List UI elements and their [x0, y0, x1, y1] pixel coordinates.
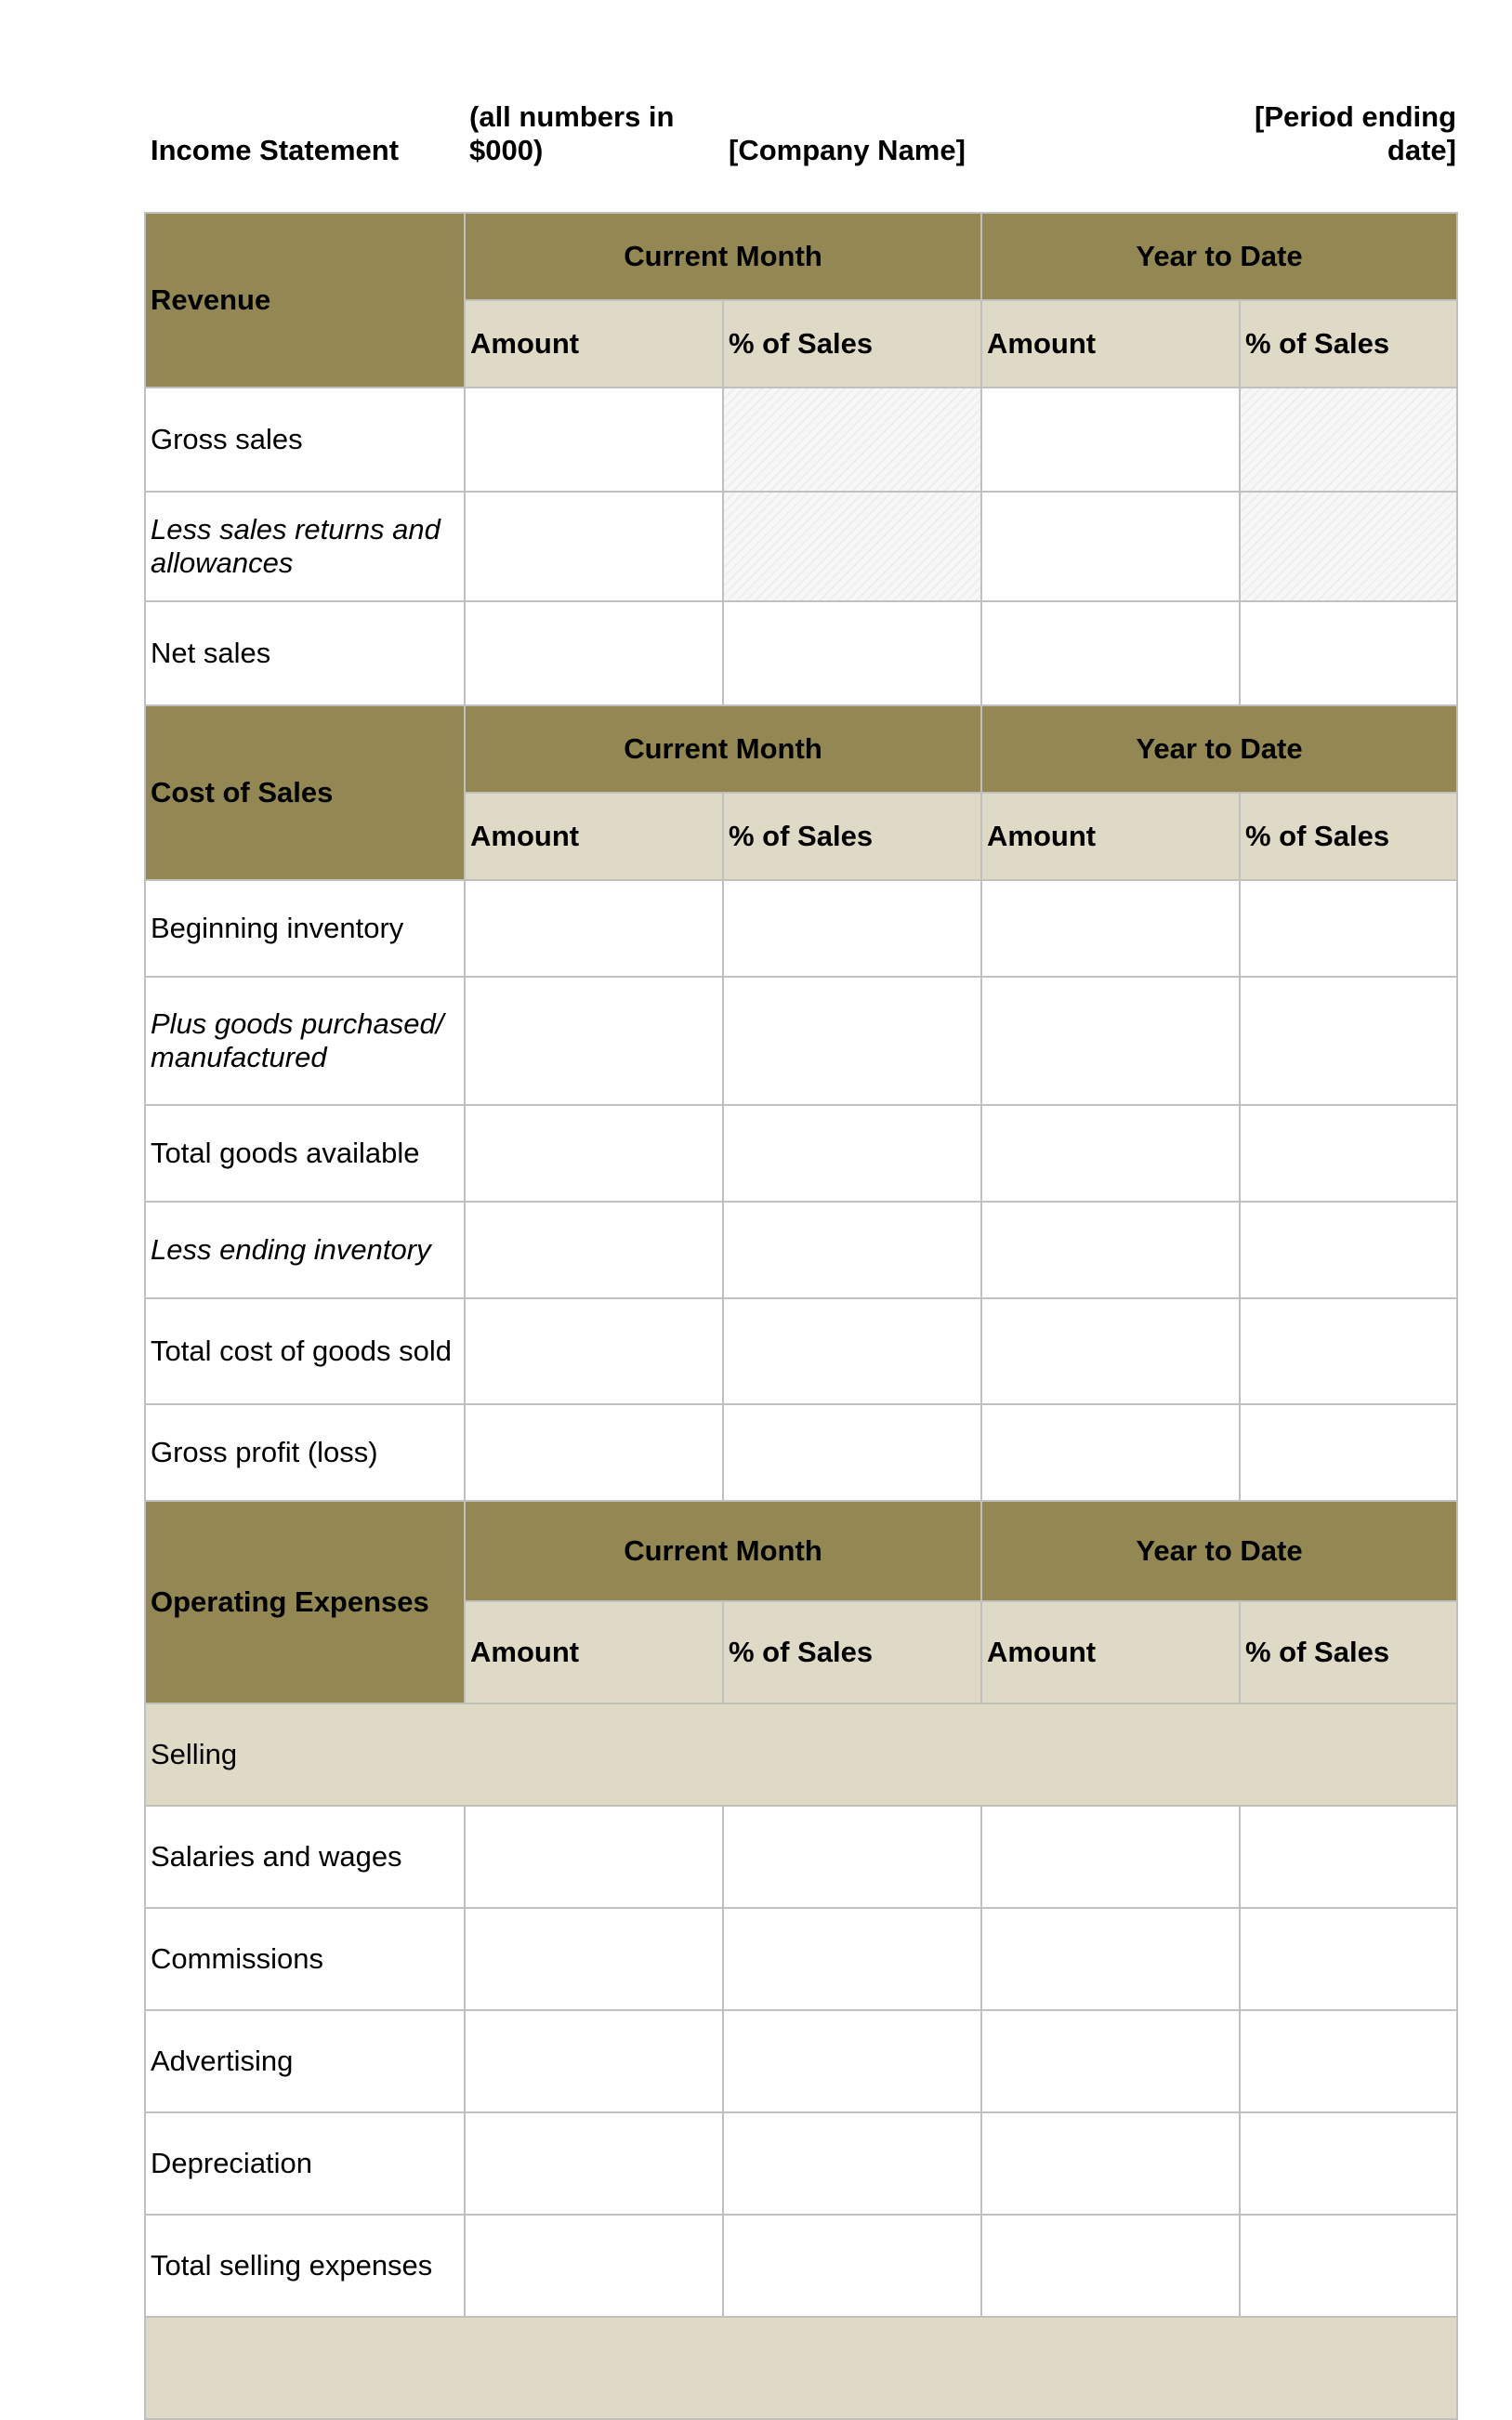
cell-ytd-pct[interactable] — [1240, 2010, 1457, 2112]
company-name-placeholder[interactable]: [Company Name] — [729, 134, 966, 166]
amount-header: Amount — [465, 1601, 723, 1703]
revenue-group-header-row — [145, 213, 1457, 300]
table-row — [145, 2010, 1457, 2112]
statement-title: Income Statement — [151, 134, 400, 166]
income-statement-table — [144, 212, 1458, 2420]
cell-ytd-pct[interactable] — [1240, 1105, 1457, 1202]
cell-cm-amount[interactable] — [465, 2215, 723, 2317]
cell-cm-pct[interactable] — [723, 2010, 981, 2112]
cell-cm-amount[interactable] — [465, 1298, 723, 1404]
cell-ytd-amount[interactable] — [981, 2010, 1240, 2112]
cell-ytd-amount[interactable] — [981, 2112, 1240, 2215]
table-row — [145, 1298, 1457, 1404]
pct-sales-header: % of Sales — [723, 1601, 981, 1703]
cell-cm-pct[interactable] — [723, 1202, 981, 1298]
cell-ytd-pct-shaded — [1240, 388, 1457, 492]
year-to-date-header: Year to Date — [981, 705, 1457, 793]
cell-ytd-amount[interactable] — [981, 880, 1240, 977]
row-label-goods-purchased: Plus goods purchased/manufactured — [145, 977, 465, 1105]
row-label-salaries: Salaries and wages — [145, 1806, 465, 1908]
opex-group-header-row — [145, 1501, 1457, 1601]
cell-cm-pct[interactable] — [723, 2112, 981, 2215]
cost-of-sales-section-label: Cost of Sales — [145, 705, 465, 880]
next-band-cell — [145, 2317, 1457, 2419]
cell-ytd-amount[interactable] — [981, 1404, 1240, 1501]
statement-header — [146, 93, 1456, 167]
table-row — [145, 1806, 1457, 1908]
cell-ytd-amount[interactable] — [981, 1298, 1240, 1404]
cell-ytd-pct[interactable] — [1240, 2215, 1457, 2317]
cell-cm-pct[interactable] — [723, 601, 981, 705]
period-ending-placeholder[interactable]: [Period ending date] — [1255, 100, 1456, 166]
row-label-gross-sales: Gross sales — [145, 388, 465, 492]
cell-cm-amount[interactable] — [465, 2010, 723, 2112]
year-to-date-header: Year to Date — [981, 213, 1457, 300]
cell-ytd-pct[interactable] — [1240, 1202, 1457, 1298]
cell-ytd-pct[interactable] — [1240, 1298, 1457, 1404]
table-row — [145, 601, 1457, 705]
pct-sales-header: % of Sales — [1240, 300, 1457, 388]
pct-sales-header: % of Sales — [723, 300, 981, 388]
cell-ytd-amount[interactable] — [981, 601, 1240, 705]
current-month-header: Current Month — [465, 213, 981, 300]
cell-cm-pct[interactable] — [723, 1105, 981, 1202]
cell-ytd-pct[interactable] — [1240, 601, 1457, 705]
cell-ytd-pct[interactable] — [1240, 880, 1457, 977]
current-month-header: Current Month — [465, 1501, 981, 1601]
cell-cm-amount[interactable] — [465, 1404, 723, 1501]
row-label-less-returns: Less sales returns and allowances — [145, 492, 465, 601]
table-row — [145, 977, 1457, 1105]
row-label-commissions: Commissions — [145, 1908, 465, 2010]
cell-ytd-pct[interactable] — [1240, 2112, 1457, 2215]
current-month-header: Current Month — [465, 705, 981, 793]
cell-ytd-amount[interactable] — [981, 388, 1240, 492]
cell-cm-amount[interactable] — [465, 388, 723, 492]
cell-cm-pct[interactable] — [723, 1806, 981, 1908]
cost-group-header-row — [145, 705, 1457, 793]
cell-ytd-amount[interactable] — [981, 1908, 1240, 2010]
year-to-date-header: Year to Date — [981, 1501, 1457, 1601]
table-row — [145, 2215, 1457, 2317]
amount-header: Amount — [465, 300, 723, 388]
table-row — [145, 1202, 1457, 1298]
cell-cm-pct[interactable] — [723, 1298, 981, 1404]
amount-header: Amount — [981, 300, 1240, 388]
amount-header: Amount — [981, 1601, 1240, 1703]
row-label-gross-profit: Gross profit (loss) — [145, 1404, 465, 1501]
cell-ytd-amount[interactable] — [981, 2215, 1240, 2317]
table-row — [145, 880, 1457, 977]
row-label-net-sales: Net sales — [145, 601, 465, 705]
cell-cm-amount[interactable] — [465, 492, 723, 601]
cell-ytd-amount[interactable] — [981, 1105, 1240, 1202]
selling-band-row — [145, 1703, 1457, 1806]
cell-cm-pct[interactable] — [723, 1404, 981, 1501]
pct-sales-header: % of Sales — [1240, 1601, 1457, 1703]
table-row — [145, 492, 1457, 601]
cell-cm-pct[interactable] — [723, 1908, 981, 2010]
row-label-total-goods-available: Total goods available — [145, 1105, 465, 1202]
cell-cm-amount[interactable] — [465, 1105, 723, 1202]
cell-cm-pct-shaded — [723, 388, 981, 492]
units-note: (all numbers in $000) — [469, 100, 675, 166]
row-label-total-selling: Total selling expenses — [145, 2215, 465, 2317]
cell-cm-pct[interactable] — [723, 880, 981, 977]
row-label-beginning-inventory: Beginning inventory — [145, 880, 465, 977]
cell-cm-pct[interactable] — [723, 977, 981, 1105]
pct-sales-header: % of Sales — [1240, 793, 1457, 880]
table-row — [145, 1908, 1457, 2010]
cell-cm-amount[interactable] — [465, 977, 723, 1105]
row-label-advertising: Advertising — [145, 2010, 465, 2112]
row-label-less-ending-inventory: Less ending inventory — [145, 1202, 465, 1298]
cell-cm-amount[interactable] — [465, 1202, 723, 1298]
selling-band-label: Selling — [145, 1703, 1457, 1806]
table-row — [145, 1404, 1457, 1501]
cell-cm-amount[interactable] — [465, 601, 723, 705]
cell-cm-pct-shaded — [723, 492, 981, 601]
cell-ytd-pct-shaded — [1240, 492, 1457, 601]
next-band-row — [145, 2317, 1457, 2419]
amount-header: Amount — [465, 793, 723, 880]
cell-ytd-amount[interactable] — [981, 492, 1240, 601]
table-row — [145, 1105, 1457, 1202]
operating-expenses-section-label: Operating Expenses — [145, 1501, 465, 1703]
cell-cm-amount[interactable] — [465, 880, 723, 977]
cell-ytd-pct[interactable] — [1240, 1806, 1457, 1908]
row-label-total-cogs: Total cost of goods sold — [145, 1298, 465, 1404]
cell-cm-amount[interactable] — [465, 1908, 723, 2010]
table-row — [145, 2112, 1457, 2215]
cell-cm-amount[interactable] — [465, 1806, 723, 1908]
cell-ytd-pct[interactable] — [1240, 1404, 1457, 1501]
amount-header: Amount — [981, 793, 1240, 880]
row-label-depreciation: Depreciation — [145, 2112, 465, 2215]
cell-cm-amount[interactable] — [465, 2112, 723, 2215]
cell-ytd-amount[interactable] — [981, 1806, 1240, 1908]
table-row — [145, 388, 1457, 492]
cell-ytd-amount[interactable] — [981, 1202, 1240, 1298]
cell-ytd-amount[interactable] — [981, 977, 1240, 1105]
cell-ytd-pct[interactable] — [1240, 977, 1457, 1105]
cell-cm-pct[interactable] — [723, 2215, 981, 2317]
pct-sales-header: % of Sales — [723, 793, 981, 880]
cell-ytd-pct[interactable] — [1240, 1908, 1457, 2010]
revenue-section-label: Revenue — [145, 213, 465, 388]
